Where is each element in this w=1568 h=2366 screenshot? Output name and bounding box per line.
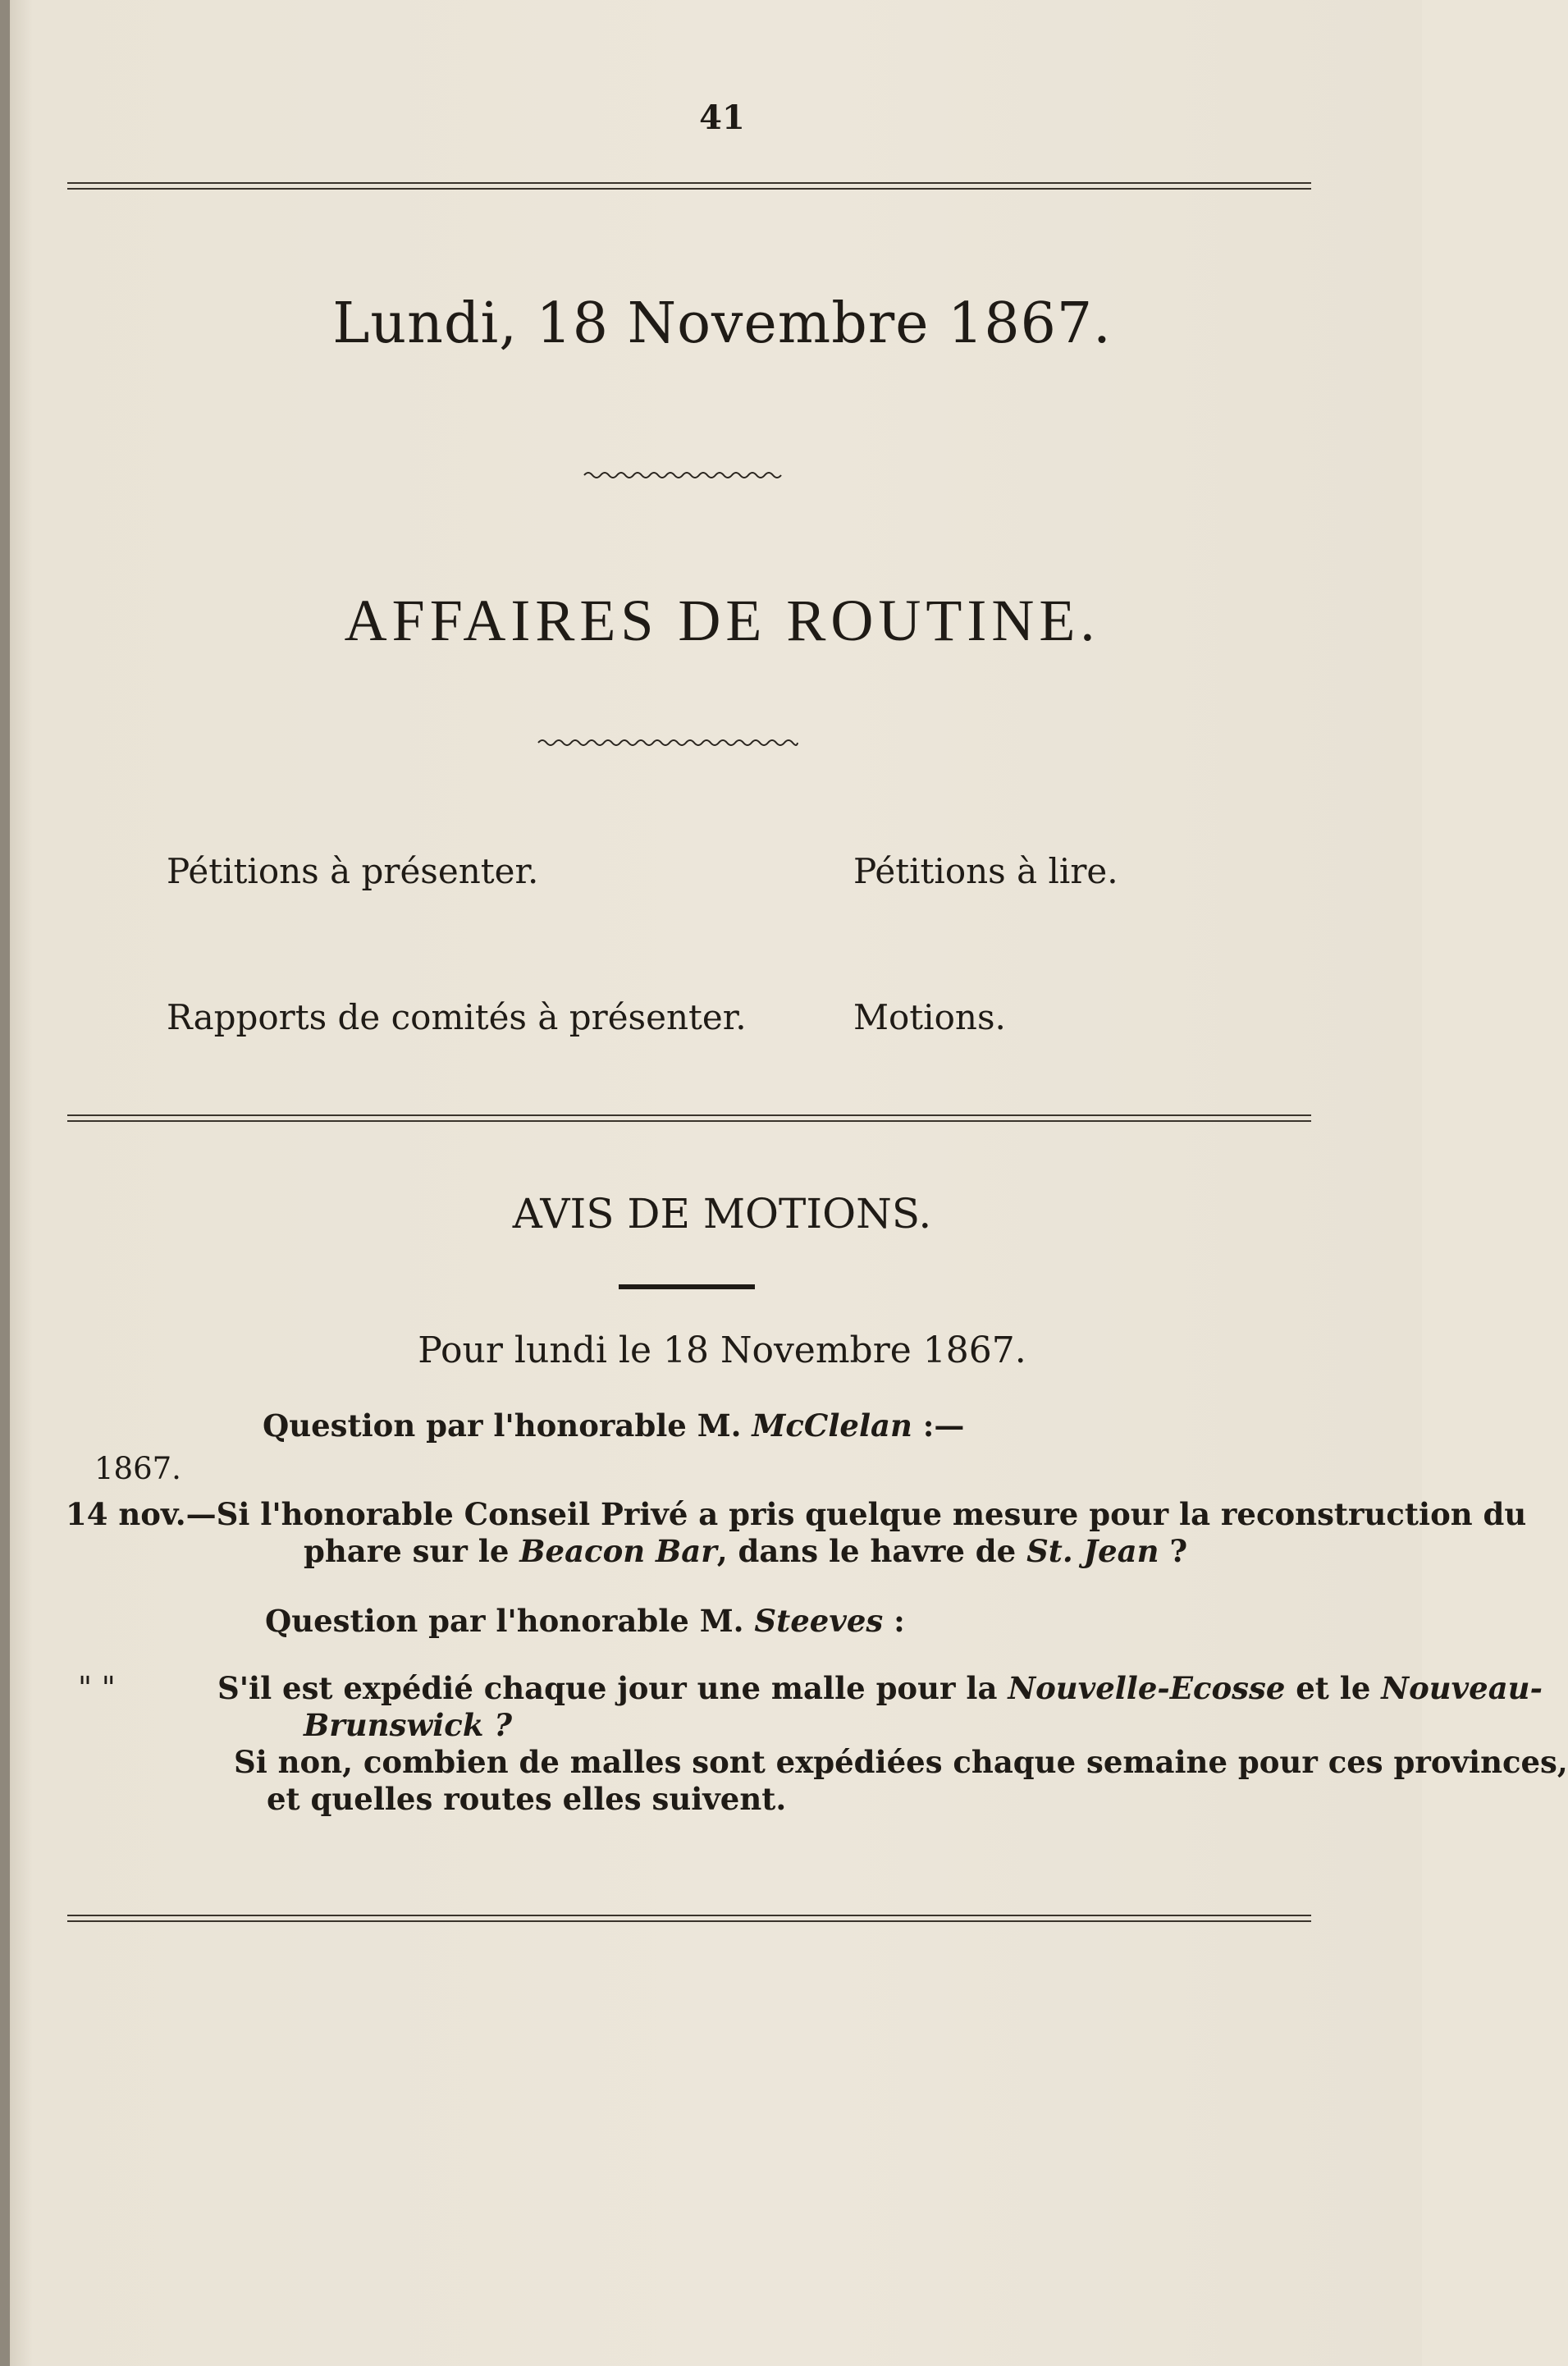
- question2-line1: S'il est expédié chaque jour une malle pour la Nouvelle-Ecosse et le Nouveau-: [217, 1670, 1543, 1706]
- wavy-ornament-bottom: [538, 737, 798, 748]
- page-number: 41: [699, 98, 745, 137]
- question2-line2: Brunswick ?: [304, 1707, 513, 1743]
- middle-double-rule: [67, 1114, 1311, 1122]
- routine-item-petitions-lire: Pétitions à lire.: [853, 851, 1118, 891]
- question2-intro: Question par l'honorable M. Steeves :: [265, 1603, 905, 1639]
- title-underline-bar: [619, 1284, 755, 1289]
- bottom-double-rule: [67, 1915, 1311, 1922]
- routine-title: AFFAIRES DE ROUTINE.: [344, 588, 1100, 653]
- pour-lundi-heading: Pour lundi le 18 Novembre 1867.: [418, 1329, 1026, 1371]
- question2-line3: Si non, combien de malles sont expédiées chaque semaine pour ces provinces,: [234, 1744, 1568, 1780]
- binding-edge: [0, 0, 10, 2366]
- routine-item-motions: Motions.: [853, 997, 1006, 1037]
- question1-intro: Question par l'honorable M. McClelan :—: [263, 1407, 965, 1444]
- date-title: Lundi, 18 Novembre 1867.: [332, 291, 1112, 356]
- question1-year: 1867.: [94, 1451, 181, 1486]
- top-double-rule: [67, 182, 1311, 190]
- question1-line1: 14 nov.—Si l'honorable Conseil Privé a pris quelque mesure pour la reconstruction du: [66, 1496, 1527, 1532]
- question2-ditto-marks: " ": [78, 1670, 116, 1705]
- question1-line2: phare sur le Beacon Bar, dans le havre de St. Jean ?: [304, 1533, 1188, 1569]
- avis-title: AVIS DE MOTIONS.: [512, 1190, 932, 1238]
- question2-line4: et quelles routes elles suivent.: [267, 1781, 787, 1817]
- routine-item-rapports-comites: Rapports de comités à présenter.: [167, 997, 747, 1037]
- routine-item-petitions-presenter: Pétitions à présenter.: [167, 851, 539, 891]
- wavy-ornament-top: [584, 469, 781, 481]
